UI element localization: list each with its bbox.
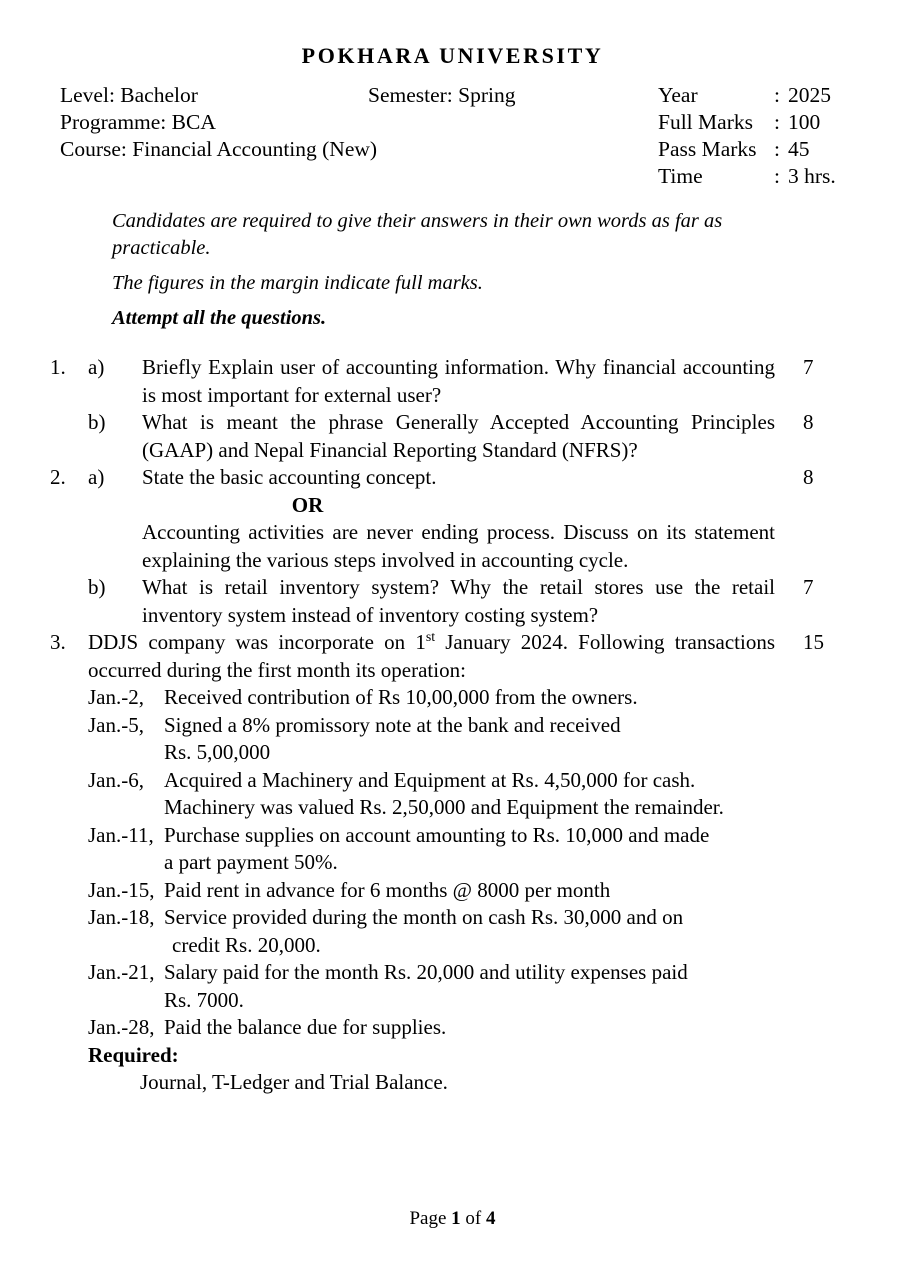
meta-course: Course: Financial Accounting (New) (60, 137, 378, 162)
instruction-line-1: Candidates are required to give their answers in their own words as far as practicable. (112, 210, 723, 260)
transaction-row (88, 904, 825, 932)
question-3-intro-text (88, 629, 775, 684)
meta-year-colon: : (774, 83, 780, 108)
meta-year-label: Year (658, 83, 698, 108)
question-2a (0, 464, 905, 492)
transaction-date: Jan.-21, (88, 960, 155, 985)
question-2a-text: State the basic accounting concept. (142, 465, 437, 490)
transaction-row (88, 767, 825, 795)
transaction-body: Received contribution of Rs 10,00,000 from the owners. (164, 685, 638, 710)
question-1b-text: What is meant the phrase Generally Accepted Accounting Principles (GAAP) and Nepal Financial Reporting Standard (NFRS)? (142, 410, 775, 462)
transaction-body: Service provided during the month on cash Rs. 30,000 and on (164, 905, 684, 930)
footer-current-page: 1 (451, 1208, 461, 1229)
transaction-continuation: Rs. 5,00,000 (164, 740, 271, 765)
transaction-body: Paid the balance due for supplies. (164, 1015, 447, 1040)
footer-prefix: Page (409, 1208, 452, 1229)
question-1a (0, 354, 905, 409)
meta-year-row (658, 82, 836, 109)
meta-year-value: 2025 (788, 83, 831, 108)
required-label: Required: (88, 1042, 179, 1067)
question-2a-marks: 8 (803, 465, 814, 490)
transaction-date: Jan.-11, (88, 822, 154, 847)
footer-total-pages: 4 (486, 1208, 496, 1229)
question-2a-alternative-text: Accounting activities are never ending process. Discuss on its statement explaining the various steps involved in accounting cycle. (142, 520, 775, 572)
meta-full-marks-colon: : (774, 110, 780, 135)
question-3-transactions (0, 684, 905, 1042)
transaction-body: Salary paid for the month Rs. 20,000 and utility expenses paid (164, 960, 688, 985)
question-1b-marks: 8 (803, 410, 814, 435)
question-2-or-label: OR (291, 492, 324, 517)
question-1b (0, 409, 905, 464)
meta-semester: Semester: Spring (368, 83, 516, 108)
question-1a-text: Briefly Explain user of accounting information. Why financial accounting is most important for external user? (142, 355, 775, 407)
meta-full-marks-value: 100 (788, 110, 821, 135)
question-3-number: 3. (50, 630, 66, 655)
exam-meta-right (658, 82, 836, 190)
meta-time-colon: : (774, 164, 780, 189)
transaction-row (88, 684, 825, 712)
question-3-intro-before: DDJS company was incorporate on 1 (88, 630, 426, 655)
transaction-date: Jan.-2, (88, 685, 144, 710)
exam-meta-left (60, 82, 377, 163)
question-3-intro (0, 629, 905, 684)
transaction-body: Paid rent in advance for 6 months @ 8000 per month (164, 877, 611, 902)
meta-full-marks-label: Full Marks (658, 110, 753, 135)
transaction-date: Jan.-5, (88, 712, 144, 737)
transaction-body: Signed a 8% promissory note at the bank and received (164, 712, 621, 737)
question-2b (0, 574, 905, 629)
transaction-row (88, 712, 825, 740)
meta-pass-marks-label: Pass Marks (658, 137, 757, 162)
transaction-row (88, 1014, 825, 1042)
meta-time-value: 3 hrs. (788, 164, 836, 189)
instruction-line-2: The figures in the margin indicate full marks. (112, 272, 483, 295)
transaction-date: Jan.-18, (88, 905, 155, 930)
transaction-date: Jan.-6, (88, 767, 144, 792)
page-title: POKHARA UNIVERSITY (301, 43, 604, 68)
meta-time-row (658, 163, 836, 190)
question-3-ordinal-suffix: st (425, 629, 436, 645)
transaction-date: Jan.-28, (88, 1015, 155, 1040)
question-2a-letter: a) (88, 465, 105, 490)
instructions-block (0, 208, 905, 332)
meta-pass-marks-value: 45 (788, 137, 810, 162)
transaction-body: Purchase supplies on account amounting to Rs. 10,000 and made (164, 822, 710, 847)
meta-level: Level: Bachelor (60, 83, 198, 108)
transaction-continuation: Machinery was valued Rs. 2,50,000 and Equipment the remainder. (164, 795, 724, 820)
question-2-number: 2. (50, 465, 66, 490)
question-1a-marks: 7 (803, 355, 814, 380)
question-2b-letter: b) (88, 575, 106, 600)
transaction-date: Jan.-15, (88, 877, 155, 902)
exam-header-meta (0, 82, 905, 190)
transaction-row (88, 877, 825, 905)
question-1b-letter: b) (88, 410, 106, 435)
question-2a-alternative (0, 519, 905, 574)
question-3-marks: 15 (803, 630, 824, 655)
questions-list (0, 354, 905, 1097)
transaction-continuation: credit Rs. 20,000. (172, 932, 321, 957)
instruction-line-3: Attempt all the questions. (112, 307, 327, 330)
transaction-continuation: Rs. 7000. (164, 987, 244, 1012)
meta-full-marks-row (658, 109, 836, 136)
meta-pass-marks-colon: : (774, 137, 780, 162)
page-footer (0, 1208, 905, 1230)
question-3-intro-after: January 2024. Following transactions occurred during the first month its operation: (88, 630, 775, 682)
transaction-body: Acquired a Machinery and Equipment at Rs. 4,50,000 for cash. (164, 767, 696, 792)
footer-middle: of (460, 1208, 486, 1229)
transaction-row (88, 822, 825, 850)
meta-programme: Programme: BCA (60, 110, 216, 135)
transaction-continuation: a part payment 50%. (164, 850, 338, 875)
meta-pass-marks-row (658, 136, 836, 163)
question-2b-marks: 7 (803, 575, 814, 600)
required-body: Journal, T-Ledger and Trial Balance. (140, 1070, 448, 1095)
question-1a-letter: a) (88, 355, 105, 380)
question-2b-text: What is retail inventory system? Why the retail stores use the retail inventory system instead of inventory costing system? (142, 575, 775, 627)
transaction-row (88, 959, 825, 987)
question-1-number: 1. (50, 355, 66, 380)
meta-time-label: Time (658, 164, 703, 189)
